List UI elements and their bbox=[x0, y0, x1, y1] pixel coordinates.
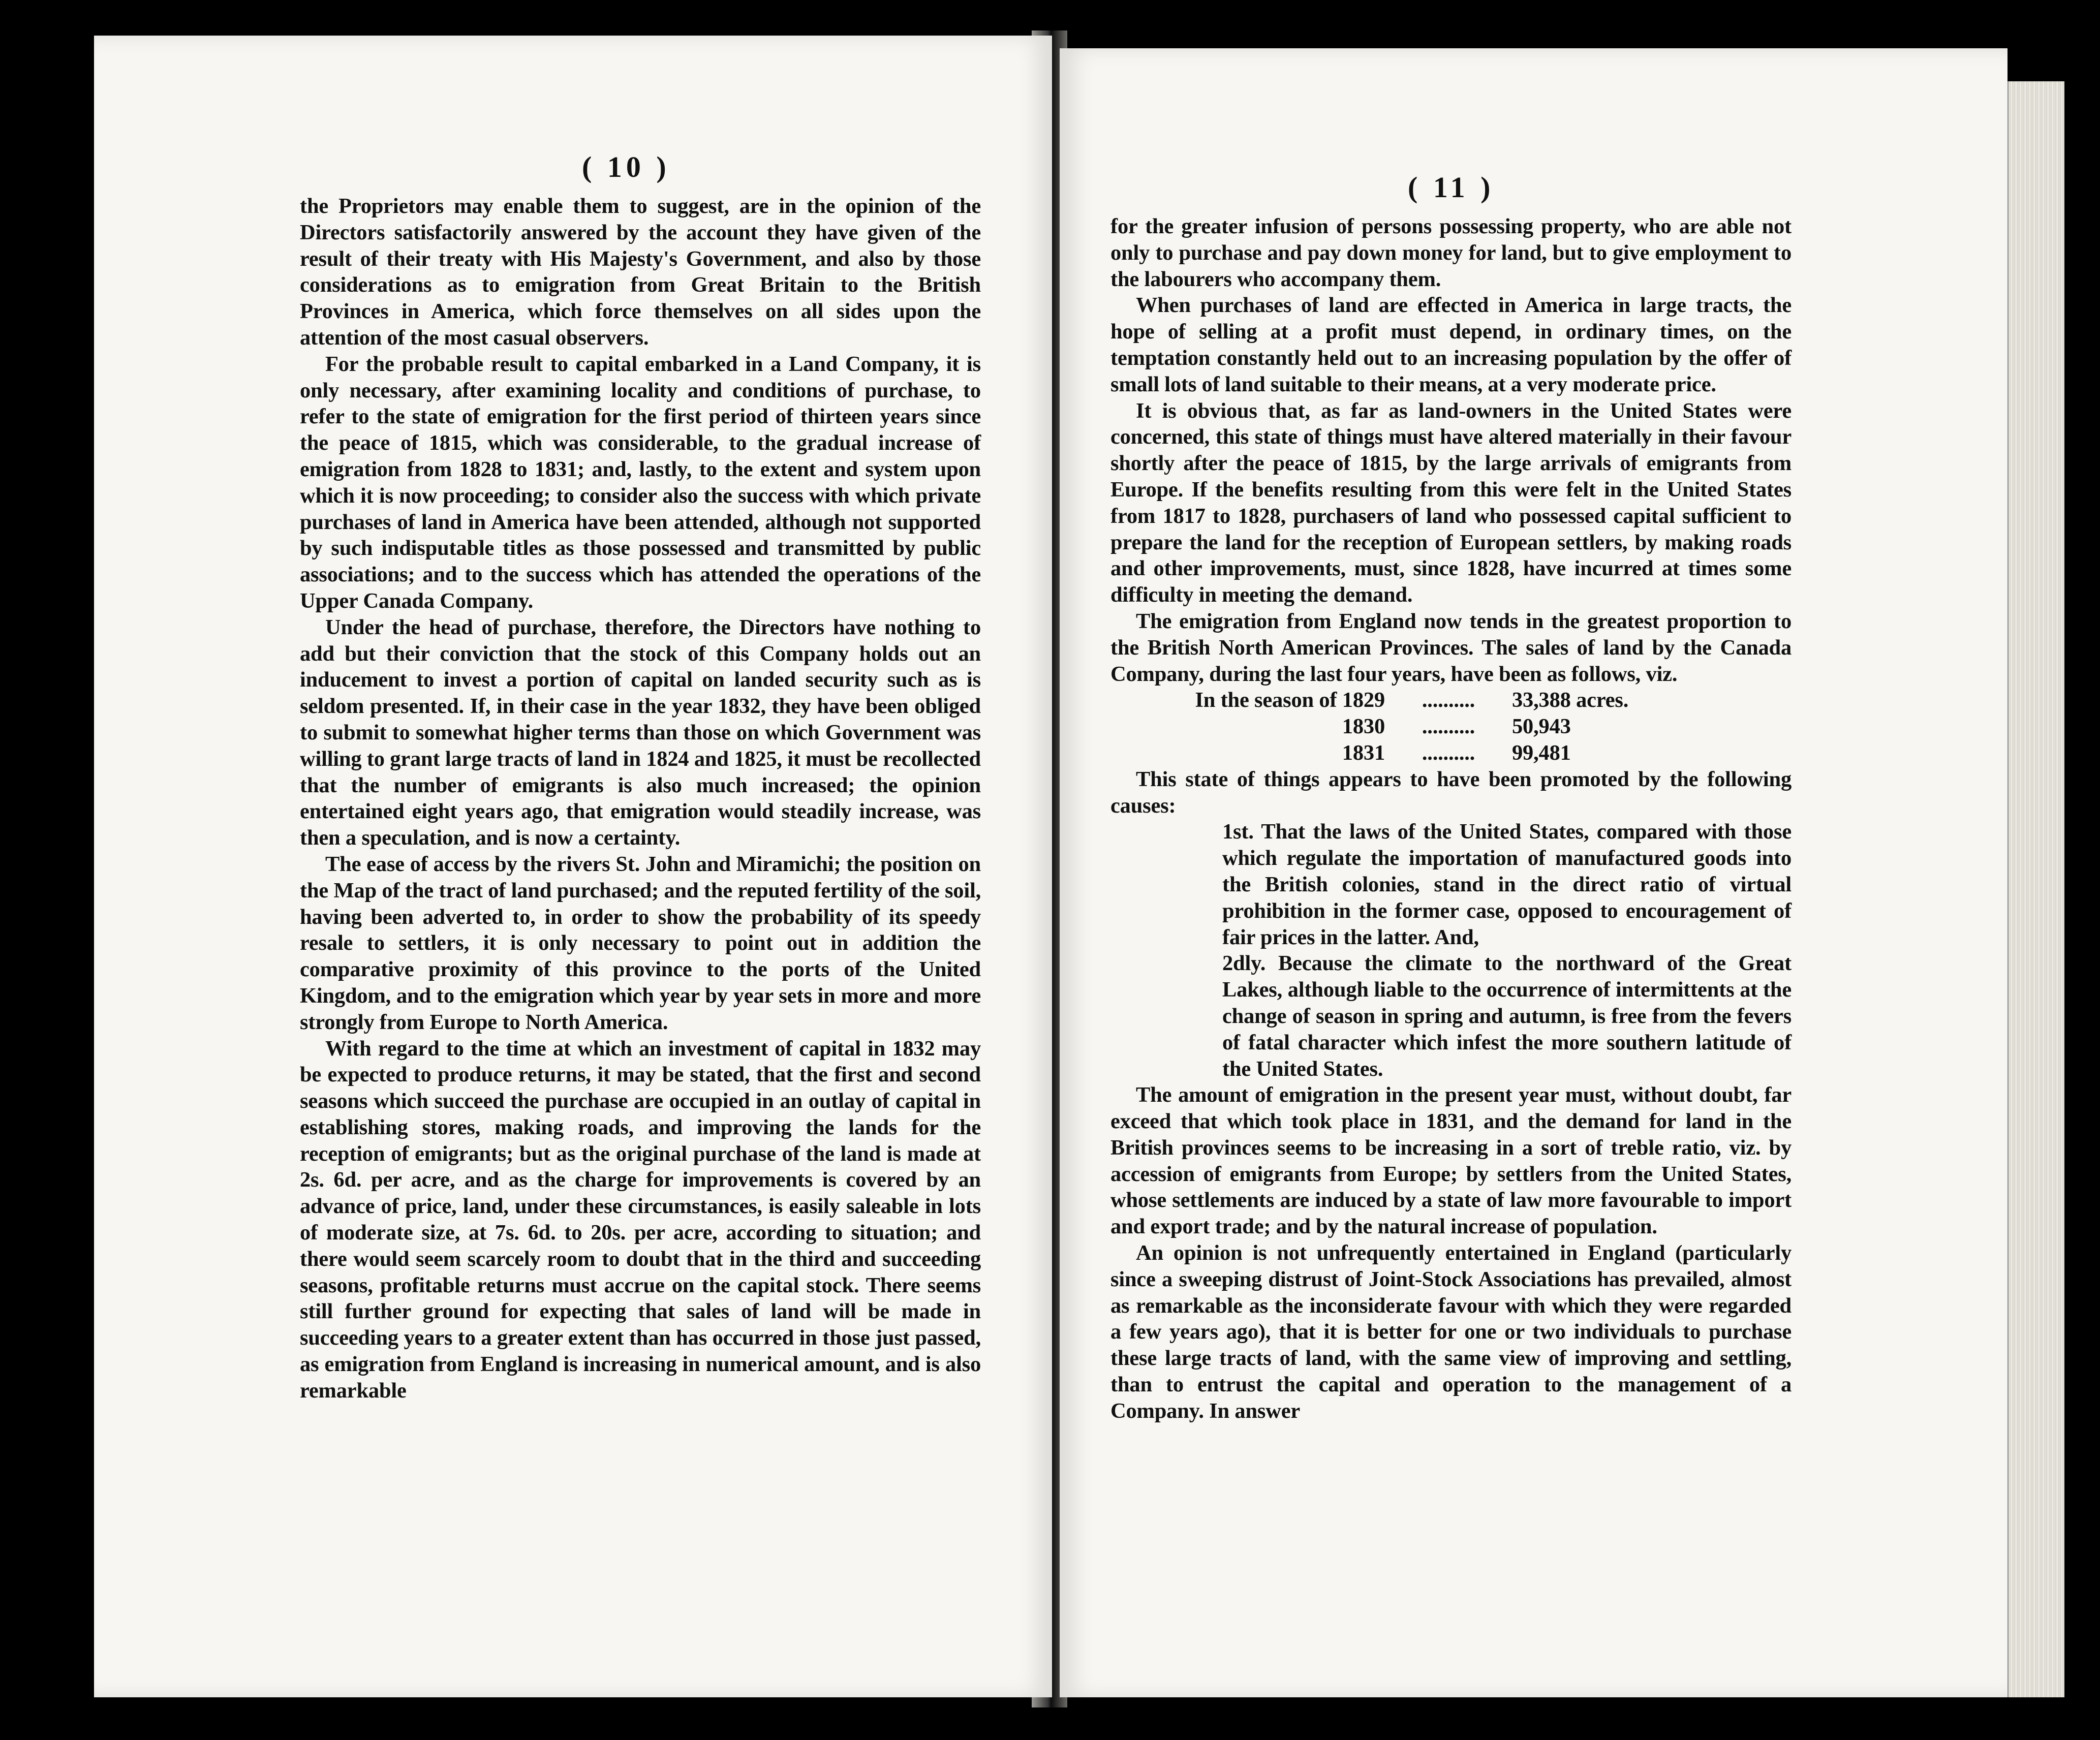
sales-value: 33,388 acres. bbox=[1512, 688, 1629, 712]
sales-label: 1831 bbox=[1342, 740, 1385, 765]
right-paragraph-3: It is obvious that, as far as land-owners in the United States were concerned, this state of things must have altered materially in their favour shortly after the peace of 1815, by the large arrivals of emigrants from Europe. If the benefits resulting from this were felt in the United States from 1817 to 1828, purchasers of land who possessed capital sufficient to prepare the land for the reception of European settlers, by making roads and other improvements, must, since 1828, have incurred at times some difficulty in meeting the demand. bbox=[1110, 398, 1792, 607]
cause-1-text: That the laws of the United States, compared with those which regulate the importation of manufactured goods into the British colonies, stand in the direct ratio of virtual prohibition in the former case, opposed to encouragement of fair prices in the latter. And, bbox=[1222, 820, 1792, 949]
left-paragraph-5: With regard to the time at which an investment of capital in 1832 may be expected to produce returns, it may be stated, that the first and second seasons which succeed the purchase are occupied in an outlay of capital in establishing stores, making roads, and improving the lands for the reception of emigrants; but as the original purchase of the land is made at 2s. 6d. per acre, and as the charge for improvements is covered by an advance of price, land, under these circumstances, is easily saleable in lots of moderate size, at 7s. 6d. to 20s. per acre, according to situation; and there would seem scarcely room to doubt that in the third and succeeding seasons, profitable returns must accrue on the capital stock. There seems still further ground for expecting that sales of land will be made in succeeding years to a greater extent than has occurred in those just passed, as emigration from England is increasing in numerical amount, and is also remarkable bbox=[300, 1036, 981, 1403]
right-paragraph-2: When purchases of land are effected in America in large tracts, the hope of selling at a profit must depend, in ordinary times, on the temptation constantly held out to an increasing population by the offer of small lots of land suitable to their means, at a very moderate price. bbox=[1110, 293, 1792, 396]
cause-2 bbox=[1110, 950, 1792, 1082]
right-paragraph-7: An opinion is not unfrequently entertained in England (particularly since a sweeping distrust of Joint-Stock Associations has prevailed, almost as remarkable as the inconsiderate favour with which they were regarded a few years ago), that it is better for one or two individuals to purchase these large tracts of land, with the same view of improving and settling, than to entrust the capital and operation to the management of a Company. In answer bbox=[1110, 1241, 1792, 1423]
right-paragraph-6: The amount of emigration in the present year must, without doubt, far exceed that which took place in 1831, and the demand for land in the British provinces seems to be increasing in a sort of treble ratio, viz. by accession of emigrants from Europe; by settlers from the United States, whose settlements are induced by a state of law more favourable to import and export trade; and by the natural increase of population. bbox=[1110, 1083, 1792, 1239]
sales-value: 50,943 bbox=[1512, 714, 1571, 739]
page-number-left: ( 10 ) bbox=[582, 150, 670, 183]
sales-leader: .......... bbox=[1422, 740, 1475, 765]
sales-leader: .......... bbox=[1422, 714, 1475, 739]
sales-table bbox=[1110, 687, 1792, 766]
sales-label: 1830 bbox=[1342, 714, 1385, 739]
right-page bbox=[1060, 48, 2008, 1697]
left-paragraph-4: The ease of access by the rivers St. John and Miramichi; the position on the Map of the tract of land purchased; and the reputed fertility of the soil, having been adverted to, in order to show the probability of its speedy resale to settlers, it is only necessary to point out in addition the comparative proximity of this province to the ports of the United Kingdom, and to the emigration which year by year sets in more and more strongly from Europe to North America. bbox=[300, 852, 981, 1034]
left-paragraph-3: Under the head of purchase, therefore, the Directors have nothing to add but their conviction that the stock of this Company holds out an inducement to invest a portion of capital on landed security such as is seldom presented. If, in their case in the year 1832, they have been obliged to submit to somewhat higher terms than those on which Government was willing to grant large tracts of land in 1824 and 1825, it must be recollected that the number of emigrants is also much increased; the opinion entertained eight years ago, that emigration would steadily increase, was then a speculation, and is now a certainty. bbox=[300, 615, 981, 850]
page-number-right: ( 11 ) bbox=[1408, 171, 1495, 204]
left-paragraph-1: the Proprietors may enable them to suggest, are in the opinion of the Directors satisfactorily answered by the account they have given of the result of their treaty with His Majesty's Government, and also by those considerations as to emigration from Great Britain to the British Provinces in America, which force themselves on all sides upon the attention of the most casual observers. bbox=[300, 194, 981, 350]
sales-row bbox=[1110, 713, 1792, 740]
cause-2-number: 2dly. bbox=[1222, 951, 1266, 976]
left-page bbox=[94, 36, 1052, 1697]
right-paragraph-5: This state of things appears to have been promoted by the following causes: bbox=[1110, 767, 1792, 818]
sales-value: 99,481 bbox=[1512, 740, 1571, 765]
sales-leader: .......... bbox=[1422, 688, 1475, 712]
right-page-body bbox=[1110, 213, 1792, 1424]
cause-2-text: Because the climate to the northward of the Great Lakes, although liable to the occurrence of intermittents at the change of season in spring and autumn, is free from the fevers of fatal character which infest the more southern latitude of the United States. bbox=[1222, 951, 1792, 1081]
left-paragraph-2: For the probable result to capital embarked in a Land Company, it is only necessary, after examining locality and conditions of purchase, to refer to the state of emigration for the first period of thirteen years since the peace of 1815, which was considerable, to the gradual increase of emigration from 1828 to 1831; and, lastly, to the extent and system upon which it is now proceeding; to consider also the success with which private purchases of land in America have been attended, although not supported by such indisputable titles as those possessed and transmitted by public associations; and to the success which has attended the operations of the Upper Canada Company. bbox=[300, 352, 981, 613]
left-page-body bbox=[300, 193, 981, 1404]
page-edges bbox=[2008, 81, 2064, 1697]
right-paragraph-1: for the greater infusion of persons possessing property, who are able not only to purchase and pay down money for land, but to give employment to the labourers who accompany them. bbox=[1110, 214, 1792, 291]
sales-row bbox=[1110, 687, 1792, 713]
sales-row bbox=[1110, 740, 1792, 766]
cause-1 bbox=[1110, 819, 1792, 950]
right-paragraph-4: The emigration from England now tends in the greatest proportion to the British North American Provinces. The sales of land by the Canada Company, during the last four years, have been as follows, viz. bbox=[1110, 609, 1792, 686]
sales-label: In the season of 1829 bbox=[1195, 688, 1385, 712]
cause-1-number: 1st. bbox=[1222, 820, 1254, 844]
